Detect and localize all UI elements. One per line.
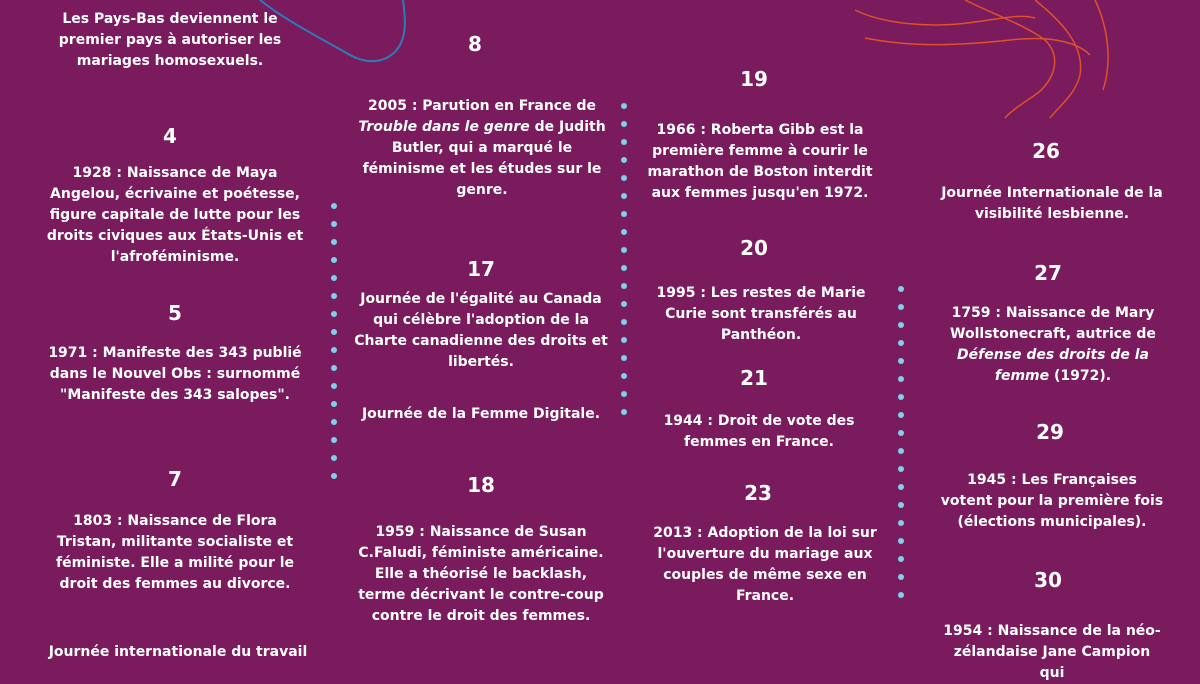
day-20: 20 xyxy=(740,236,768,260)
entry-8-book-title: Trouble dans le genre xyxy=(358,119,530,135)
day-8: 8 xyxy=(468,32,482,56)
entry-7: 1803 : Naissance de Flora Tristan, militante socialiste et féministe. Elle a milité pour le droit des femmes au divorce. xyxy=(55,513,295,592)
entry-27-book-title: Défense des droits de la femme xyxy=(957,347,1149,384)
entry-27-text-b: (1972). xyxy=(1054,368,1112,384)
dotted-separator-3 xyxy=(897,286,905,610)
entry-26: Journée Internationale de la visibilité lesbienne. xyxy=(941,185,1163,222)
entry-27-text-a: 1759 : Naissance de Mary Wollstonecraft, autrice de xyxy=(950,305,1156,342)
day-29: 29 xyxy=(1036,420,1064,444)
day-17: 17 xyxy=(467,257,495,281)
day-30: 30 xyxy=(1034,568,1062,592)
day-23: 23 xyxy=(744,481,772,505)
day-27: 27 xyxy=(1034,261,1062,285)
entry-17-digital: Journée de la Femme Digitale. xyxy=(361,406,601,422)
entry-19: 1966 : Roberta Gibb est la première femme à courir le marathon de Boston interdit aux femmes jusqu'en 1972. xyxy=(647,122,873,201)
day-4: 4 xyxy=(163,124,177,148)
day-19: 19 xyxy=(740,67,768,91)
entry-20: 1995 : Les restes de Marie Curie sont transférés au Panthéon. xyxy=(656,285,866,343)
dotted-separator-2 xyxy=(620,103,628,427)
entry-29: 1945 : Les Françaises votent pour la première fois (élections municipales). xyxy=(940,472,1164,530)
entry-27 xyxy=(946,303,1161,387)
entry-8-text-b: de Judith Butler, qui a marqué le féminisme et les études sur le genre. xyxy=(362,119,606,198)
entry-netherlands-marriage: Les Pays-Bas deviennent le premier pays à autoriser les mariages homosexuels. xyxy=(58,11,282,69)
day-18: 18 xyxy=(467,473,495,497)
day-7: 7 xyxy=(168,467,182,491)
dotted-separator-1 xyxy=(330,203,338,491)
day-26: 26 xyxy=(1032,139,1060,163)
entry-17: Journée de l'égalité au Canada qui célèbre l'adoption de la Charte canadienne des droits et libertés. xyxy=(354,291,608,370)
entry-23: 2013 : Adoption de la loi sur l'ouverture du mariage aux couples de même sexe en France. xyxy=(653,525,877,604)
entry-8 xyxy=(352,96,612,201)
entry-21: 1944 : Droit de vote des femmes en France. xyxy=(663,413,855,450)
entry-30: 1954 : Naissance de la néo-zélandaise Jane Campion qui xyxy=(943,623,1161,681)
entry-7-workday: Journée internationale du travail xyxy=(48,644,308,660)
entry-18: 1959 : Naissance de Susan C.Faludi, féministe américaine. Elle a théorisé le backlash, terme décrivant le contre-coup contre le droit des femmes. xyxy=(358,524,604,624)
day-21: 21 xyxy=(740,366,768,390)
entry-8-text-a: 2005 : Parution en France de xyxy=(368,98,596,114)
day-5: 5 xyxy=(168,301,182,325)
entry-5: 1971 : Manifeste des 343 publié dans le Nouvel Obs : surnommé "Manifeste des 343 salopes". xyxy=(48,345,302,403)
entry-4: 1928 : Naissance de Maya Angelou, écrivaine et poétesse, figure capitale de lutte pour les droits civiques aux États-Unis et l'afroféminisme. xyxy=(46,165,304,265)
hand-outline-orange-icon xyxy=(845,0,1200,120)
